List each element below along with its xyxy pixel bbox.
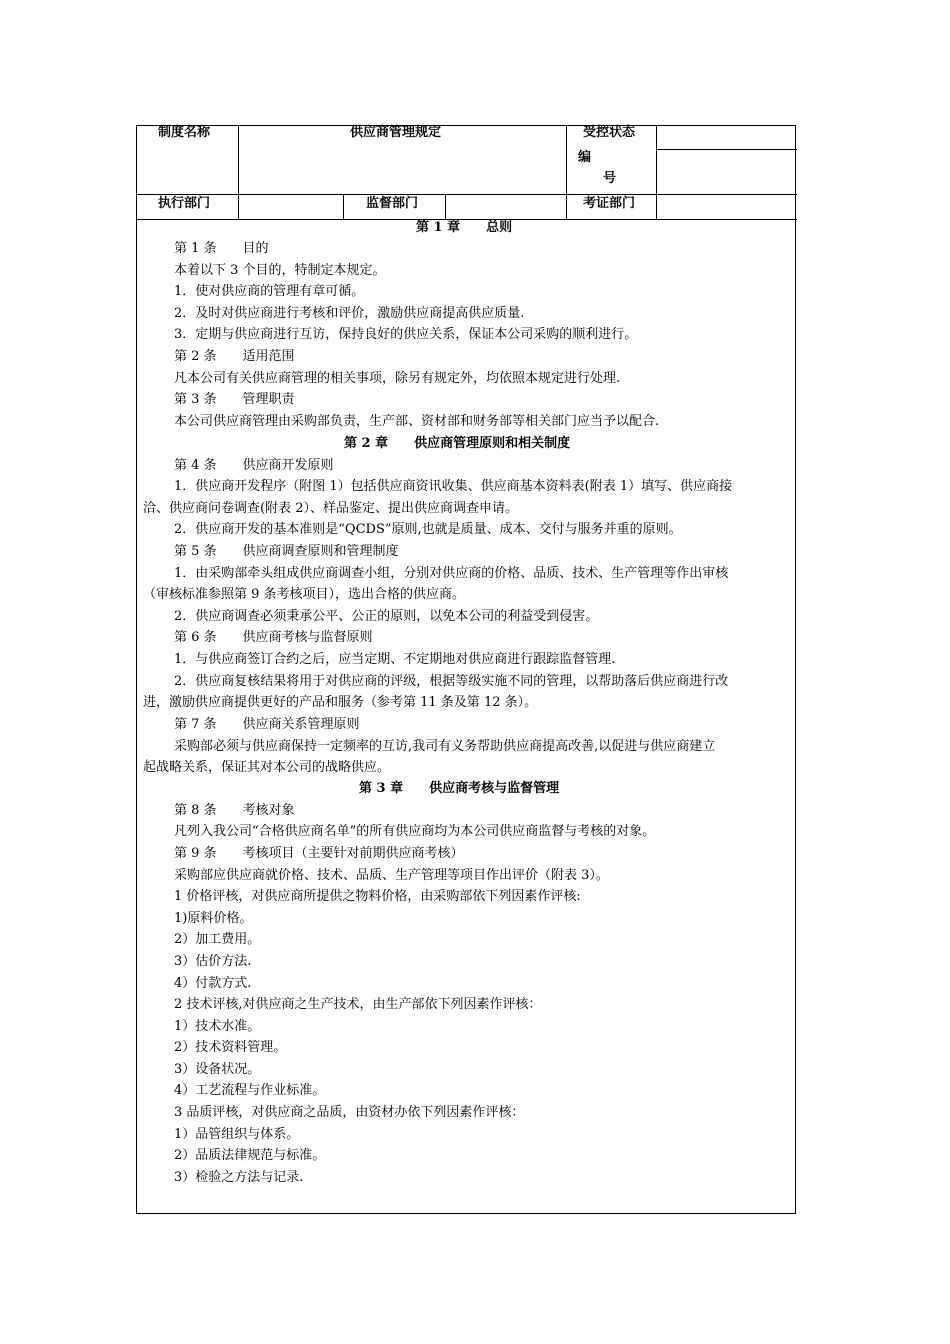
grid-line <box>445 194 446 219</box>
body-line: 洽、供应商问卷调查(附表 2）、样品鉴定、提出供应商调查申请。 <box>143 501 518 516</box>
body-line: 2．及时对供应商进行考核和评价，激励供应商提高供应质量. <box>174 306 525 321</box>
body-line: 1．供应商开发程序（附图 1）包括供应商资讯收集、供应商基本资料表(附表 1）填写、供应商接 <box>174 479 733 494</box>
list-item: 1）品管组织与体系。 <box>174 1127 300 1142</box>
number-label-part2: 号 <box>603 171 617 186</box>
article-5-heading: 第 5 条 供应商调查原则和管理制度 <box>174 544 399 559</box>
article-8-heading: 第 8 条 考核对象 <box>174 803 295 818</box>
body-line: 1 价格评核，对供应商所提供之物料价格，由采购部依下列因素作评核: <box>174 889 581 904</box>
body-line: 3 品质评核，对供应商之品质，由资材办依下列因素作评核： <box>174 1105 525 1120</box>
body-line: 进，激励供应商提供更好的产品和服务（参考第 11 条及第 12 条）。 <box>143 695 538 710</box>
body-line: 1．由采购部牵头组成供应商调查小组，分别对供应商的价格、品质、技术、生产管理等作出审核 <box>174 566 729 581</box>
list-item: 2）加工费用。 <box>174 932 261 947</box>
grid-line <box>656 125 657 219</box>
body-line: 采购部必须与供应商保持一定频率的互访,我司有义务帮助供应商提高改善,以促进与供应商建立 <box>174 739 716 754</box>
chapter-3-heading: 第 3 章 供应商考核与监督管理 <box>359 781 560 796</box>
exec-dept-label: 执行部门 <box>158 196 211 211</box>
list-item: 3）估价方法. <box>174 954 252 969</box>
list-item: 1）技术水准。 <box>174 1019 261 1034</box>
grid-line <box>656 149 797 150</box>
body-line: 本公司供应商管理由采购部负责，生产部、资材部和财务部等相关部门应当予以配合. <box>174 414 660 429</box>
chapter-1-heading: 第 1 章 总则 <box>416 220 513 235</box>
grid-line <box>343 194 344 219</box>
article-2-heading: 第 2 条 适用范围 <box>174 349 295 364</box>
list-item: 4）付款方式. <box>174 976 252 991</box>
list-item: 3）检验之方法与记录. <box>174 1170 304 1185</box>
list-item: 2）技术资料管理。 <box>174 1040 287 1055</box>
body-line: 起战略关系，保证其对本公司的战略供应。 <box>143 760 391 775</box>
article-7-heading: 第 7 条 供应商关系管理原则 <box>174 717 360 732</box>
grid-line <box>136 194 797 195</box>
body-line: 2．供应商开发的基本准则是“QCDS”原则,也就是质量、成本、交付与服务并重的原则。 <box>174 522 682 537</box>
body-line: 3．定期与供应商进行互访，保持良好的供应关系，保证本公司采购的顺利进行。 <box>174 327 638 342</box>
list-item: 2）品质法律规范与标准。 <box>174 1148 326 1163</box>
regulation-name-value: 供应商管理规定 <box>350 125 442 140</box>
body-line: 凡列入我公司“合格供应商名单”的所有供应商均为本公司供应商监督与考核的对象。 <box>174 824 656 839</box>
article-9-heading: 第 9 条 考核项目（主要针对前期供应商考核） <box>174 846 464 861</box>
list-item: 3）设备状况。 <box>174 1062 261 1077</box>
chapter-2-heading: 第 2 章 供应商管理原则和相关制度 <box>344 436 571 451</box>
list-item: 1)原料价格。 <box>174 911 253 926</box>
body-line: （审核标准参照第 9 条考核项目），选出合格的供应商。 <box>143 587 466 602</box>
control-status-label: 受控状态 <box>583 125 636 140</box>
body-line: 采购部应供应商就价格、技术、品质、生产管理等项目作出评价（附表 3）。 <box>174 868 609 883</box>
article-6-heading: 第 6 条 供应商考核与监督原则 <box>174 630 373 645</box>
body-line: 2．供应商复核结果将用于对供应商的评级，根据等级实施不同的管理，以帮助落后供应商进行改 <box>174 674 729 689</box>
grid-line <box>238 125 239 219</box>
body-line: 1．与供应商签订合约之后，应当定期、不定期地对供应商进行跟踪监督管理. <box>174 652 616 667</box>
list-item: 4）工艺流程与作业标准。 <box>174 1083 326 1098</box>
article-4-heading: 第 4 条 供应商开发原则 <box>174 458 334 473</box>
supervise-dept-label: 监督部门 <box>366 196 419 211</box>
body-line: 凡本公司有关供应商管理的相关事项，除另有规定外，均依照本规定进行处理. <box>174 371 621 386</box>
body-line: 本着以下 3 个目的，特制定本规定。 <box>174 263 386 278</box>
verify-dept-label: 考证部门 <box>583 196 636 211</box>
article-1-heading: 第 1 条 目的 <box>174 241 269 256</box>
number-label-part1: 编 <box>578 150 592 165</box>
body-line: 1．使对供应商的管理有章可循。 <box>174 284 365 299</box>
body-line: 2．供应商调查必须秉承公平、公正的原则，以免本公司的利益受到侵害。 <box>174 609 599 624</box>
article-3-heading: 第 3 条 管理职责 <box>174 392 295 407</box>
regulation-name-label: 制度名称 <box>158 125 211 140</box>
body-line: 2 技术评核,对供应商之生产技术，由生产部依下列因素作评核： <box>174 997 542 1012</box>
grid-line <box>566 125 567 219</box>
